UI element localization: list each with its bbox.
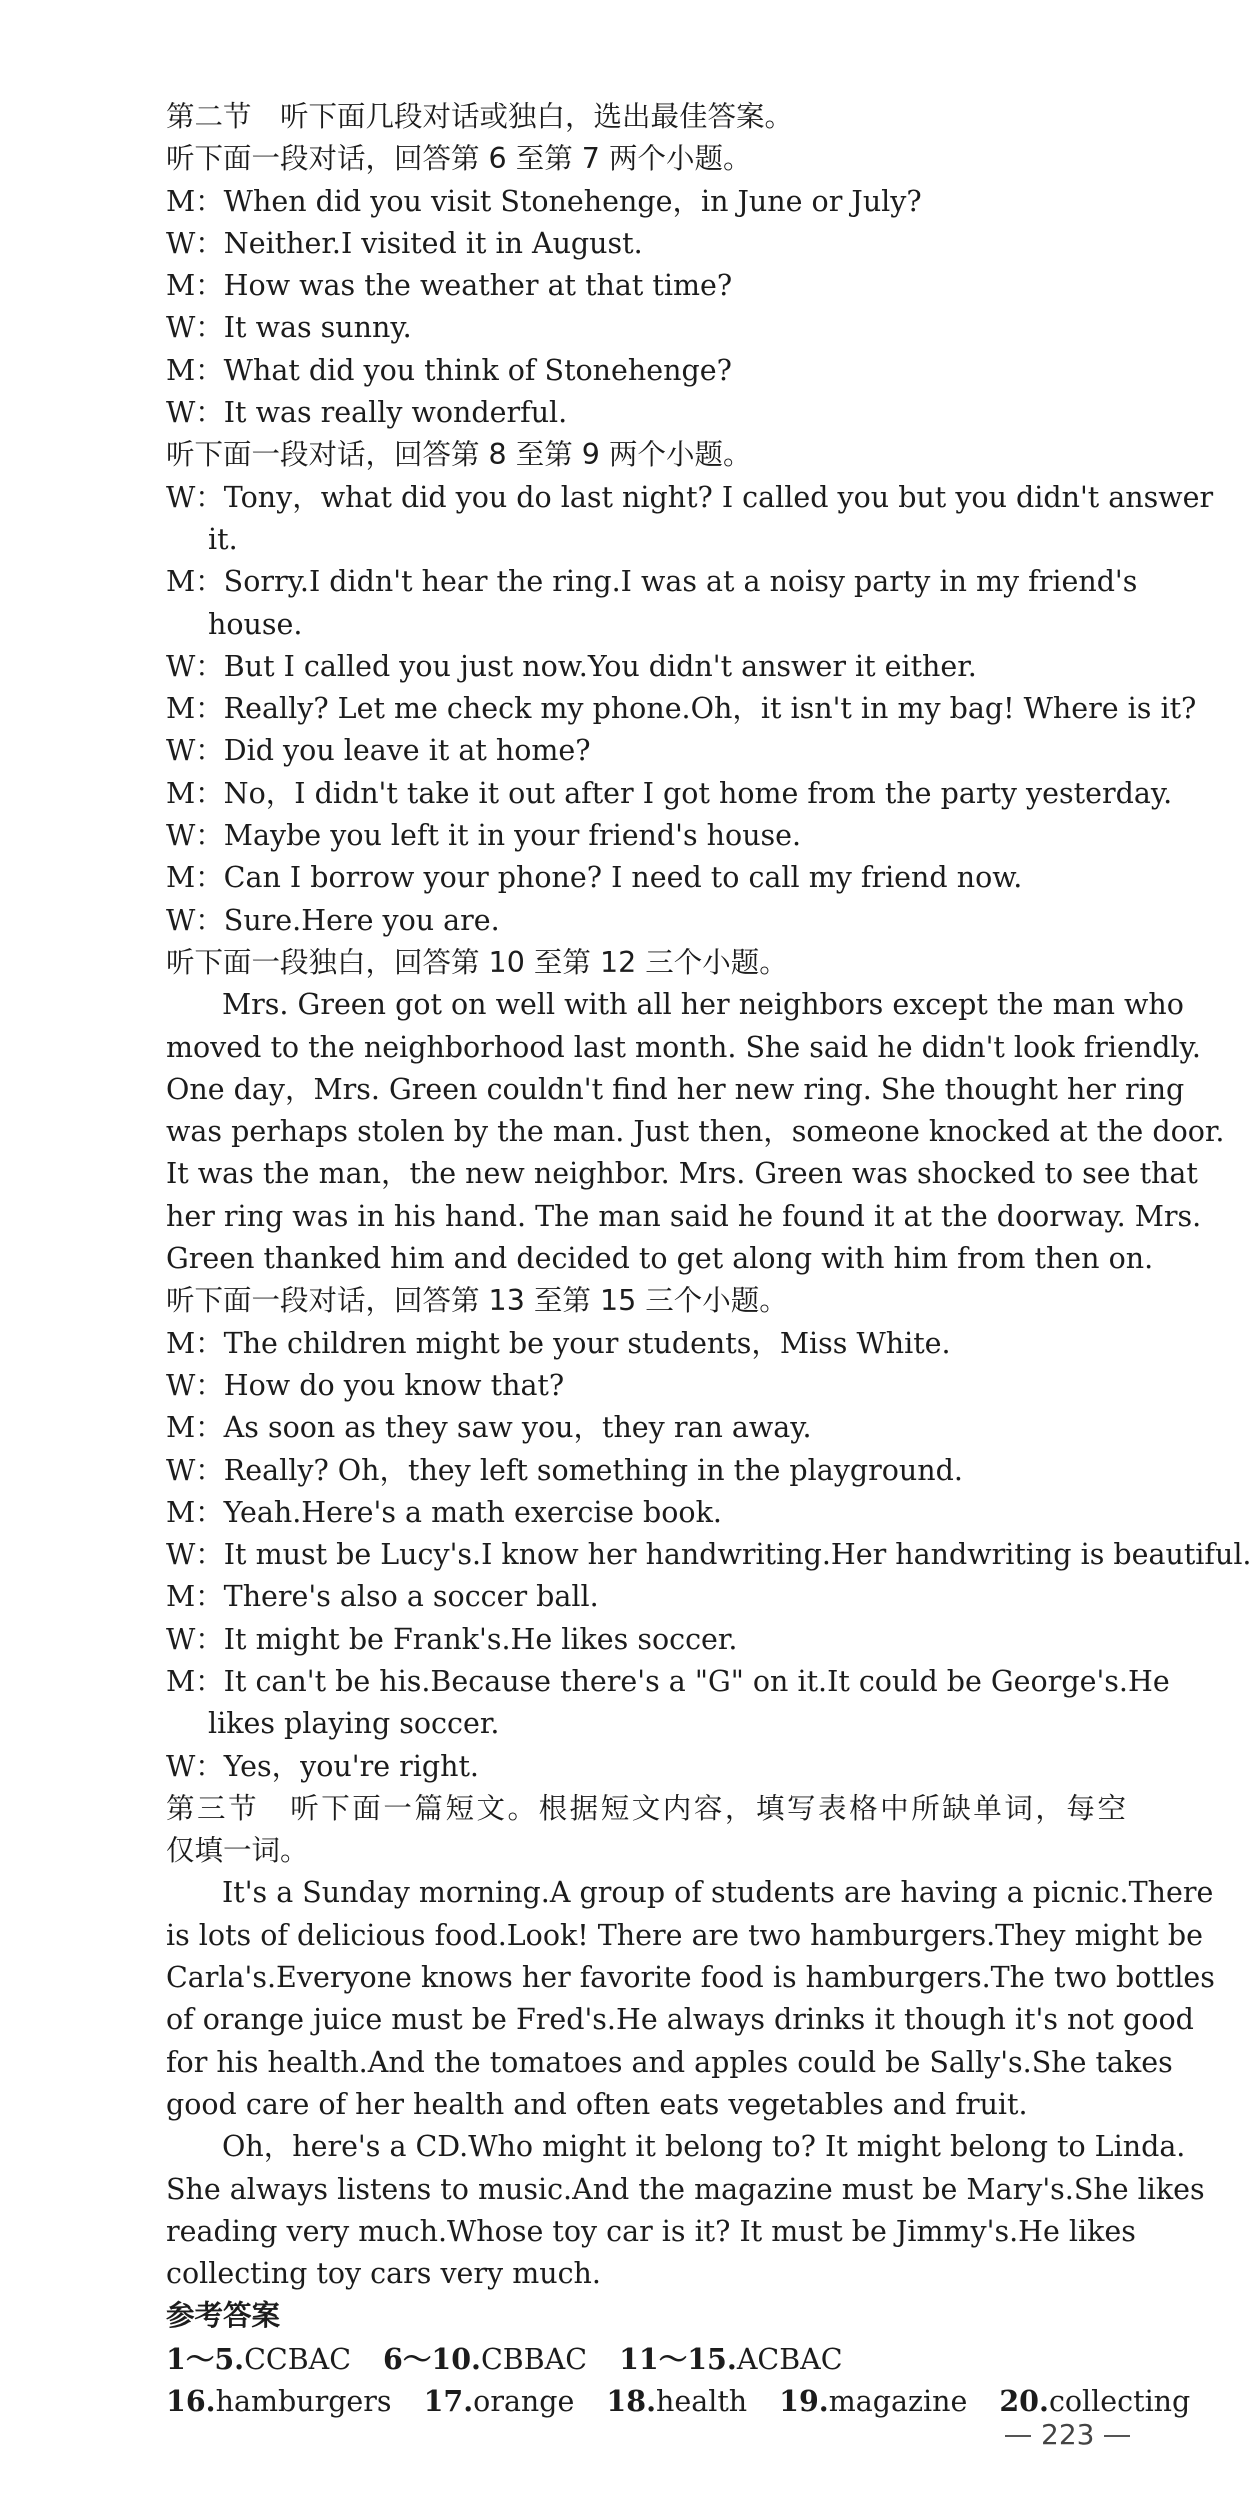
answer-value: ACBAC	[736, 2342, 843, 2376]
dialogue-line: M：As soon as they saw you，they ran away.	[166, 1411, 812, 1445]
dialogue-line: W：Really? Oh，they left something in the playground.	[166, 1453, 963, 1487]
dialogue-line: M：It can't be his.Because there's a "G" on it.It could be George's.He	[166, 1664, 1170, 1698]
monologue-line: Mrs. Green got on well with all her neighbors except the man who	[222, 988, 1184, 1022]
dialogue-line: M：Sorry.I didn't hear the ring.I was at a noisy party in my friend's	[166, 565, 1138, 599]
dialogue2-intro: 听下面一段对话，回答第 8 至第 9 两个小题。	[166, 438, 752, 472]
passage-line: She always listens to music.And the magazine must be Mary's.She likes	[166, 2172, 1205, 2206]
dialogue-line: W：It was sunny.	[166, 311, 412, 345]
answer-number: 1～5.	[166, 2341, 245, 2376]
passage-line: Oh，here's a CD.Who might it belong to? It might belong to Linda.	[222, 2130, 1186, 2164]
dialogue-line-continued: likes playing soccer.	[208, 1707, 500, 1741]
monologue-intro: 听下面一段独白，回答第 10 至第 12 三个小题。	[166, 945, 788, 979]
dialogue-line: W：Sure.Here you are.	[166, 903, 500, 937]
dialogue-line: W：How do you know that?	[166, 1368, 565, 1402]
answer-number: 16.	[166, 2384, 216, 2419]
dialogue1-intro: 听下面一段对话，回答第 6 至第 7 两个小题。	[166, 142, 752, 176]
monologue-line: Green thanked him and decided to get along with him from then on.	[166, 1242, 1154, 1276]
answer-value: magazine	[828, 2385, 968, 2419]
answer-value: health	[656, 2385, 748, 2419]
dialogue3-intro: 听下面一段对话，回答第 13 至第 15 三个小题。	[166, 1284, 788, 1318]
answer-value: hamburgers	[215, 2385, 392, 2419]
answer-value: orange	[473, 2385, 575, 2419]
dialogue-line: W：Neither.I visited it in August.	[166, 226, 643, 260]
monologue-line: her ring was in his hand. The man said he found it at the doorway. Mrs.	[166, 1199, 1202, 1233]
section3-header-continued: 仅填一词。	[166, 1834, 309, 1868]
dialogue-line: W：Yes，you're right.	[166, 1749, 479, 1783]
answer-number: 19.	[779, 2384, 829, 2419]
dialogue-line: M：The children might be your students，Miss White.	[166, 1326, 951, 1360]
dialogue2	[166, 477, 1214, 942]
answer-value: collecting	[1048, 2385, 1191, 2419]
monologue-line: It was the man，the new neighbor. Mrs. Green was shocked to see that	[166, 1157, 1198, 1191]
dialogue-line: M：Yeah.Here's a math exercise book.	[166, 1495, 722, 1529]
answer-number: 18.	[606, 2384, 656, 2419]
passage-line: of orange juice must be Fred's.He always drinks it though it's not good	[166, 2003, 1194, 2037]
answer-number: 20.	[999, 2384, 1049, 2419]
passage-line: collecting toy cars very much.	[166, 2257, 601, 2291]
dialogue3	[166, 1323, 1252, 1788]
monologue	[166, 984, 1225, 1280]
answer-value: CCBAC	[244, 2342, 352, 2376]
page-number	[995, 2418, 1140, 2451]
monologue-line: One day，Mrs. Green couldn't find her new ring. She thought her ring	[166, 1072, 1185, 1106]
monologue-line: moved to the neighborhood last month. She said he didn't look friendly.	[166, 1030, 1201, 1064]
answers-title: 参考答案	[166, 2299, 281, 2333]
passage-line: good care of her health and often eats vegetables and fruit.	[166, 2087, 1028, 2121]
answers-row-2	[166, 2380, 1191, 2422]
answers-row-1	[166, 2338, 1126, 2380]
dialogue-line: W：It must be Lucy's.I know her handwriting.Her handwriting is beautiful.	[166, 1538, 1252, 1572]
dialogue-line: M：Really? Let me check my phone.Oh，it isn't in my bag! Where is it?	[166, 692, 1197, 726]
dialogue-line: M：When did you visit Stonehenge，in June or July?	[166, 184, 922, 218]
passage-line: reading very much.Whose toy car is it? It must be Jimmy's.He likes	[166, 2214, 1136, 2248]
dialogue-line: M：There's also a soccer ball.	[166, 1580, 599, 1614]
content-column	[166, 96, 1252, 2422]
dialogue-line: M：How was the weather at that time?	[166, 269, 733, 303]
page-number-value: 223	[1041, 2418, 1095, 2451]
dialogue-line: W：But I called you just now.You didn't answer it either.	[166, 649, 977, 683]
dialogue-line-continued: house.	[208, 607, 303, 641]
dialogue-line: M：What did you think of Stonehenge?	[166, 353, 732, 387]
monologue-line: was perhaps stolen by the man. Just then，someone knocked at the door.	[166, 1115, 1225, 1149]
dialogue-line: W：Maybe you left it in your friend's house.	[166, 819, 802, 853]
dialogue-line: W：It might be Frank's.He likes soccer.	[166, 1622, 738, 1656]
answer-number: 11～15.	[619, 2341, 737, 2376]
dialogue-line: W：Did you leave it at home?	[166, 734, 591, 768]
section3-header: 第三节 听下面一篇短文。根据短文内容，填写表格中所缺单词，每空	[166, 1791, 1126, 1825]
answer-value: CBBAC	[480, 2342, 588, 2376]
answer-number: 17.	[423, 2384, 474, 2419]
section2-header: 第二节 听下面几段对话或独白，选出最佳答案。	[166, 100, 794, 133]
dialogue1	[166, 181, 1126, 435]
passage-line: Carla's.Everyone knows her favorite food is hamburgers.The two bottles	[166, 1961, 1215, 1995]
dialogue-line: M：No，I didn't take it out after I got home from the party yesterday.	[166, 776, 1173, 810]
passage-line: It's a Sunday morning.A group of students are having a picnic.There	[222, 1876, 1214, 1910]
passage	[166, 1872, 1215, 2295]
dialogue-line: W：Tony，what did you do last night? I called you but you didn't answer	[166, 480, 1214, 514]
dialogue-line-continued: it.	[208, 522, 238, 556]
passage-line: for his health.And the tomatoes and apples could be Sally's.She takes	[166, 2045, 1173, 2079]
dialogue-line: W：It was really wonderful.	[166, 396, 568, 430]
dialogue-line: M：Can I borrow your phone? I need to call my friend now.	[166, 861, 1023, 895]
answer-number: 6～10.	[383, 2341, 481, 2376]
passage-line: is lots of delicious food.Look! There are two hamburgers.They might be	[166, 1918, 1203, 1952]
